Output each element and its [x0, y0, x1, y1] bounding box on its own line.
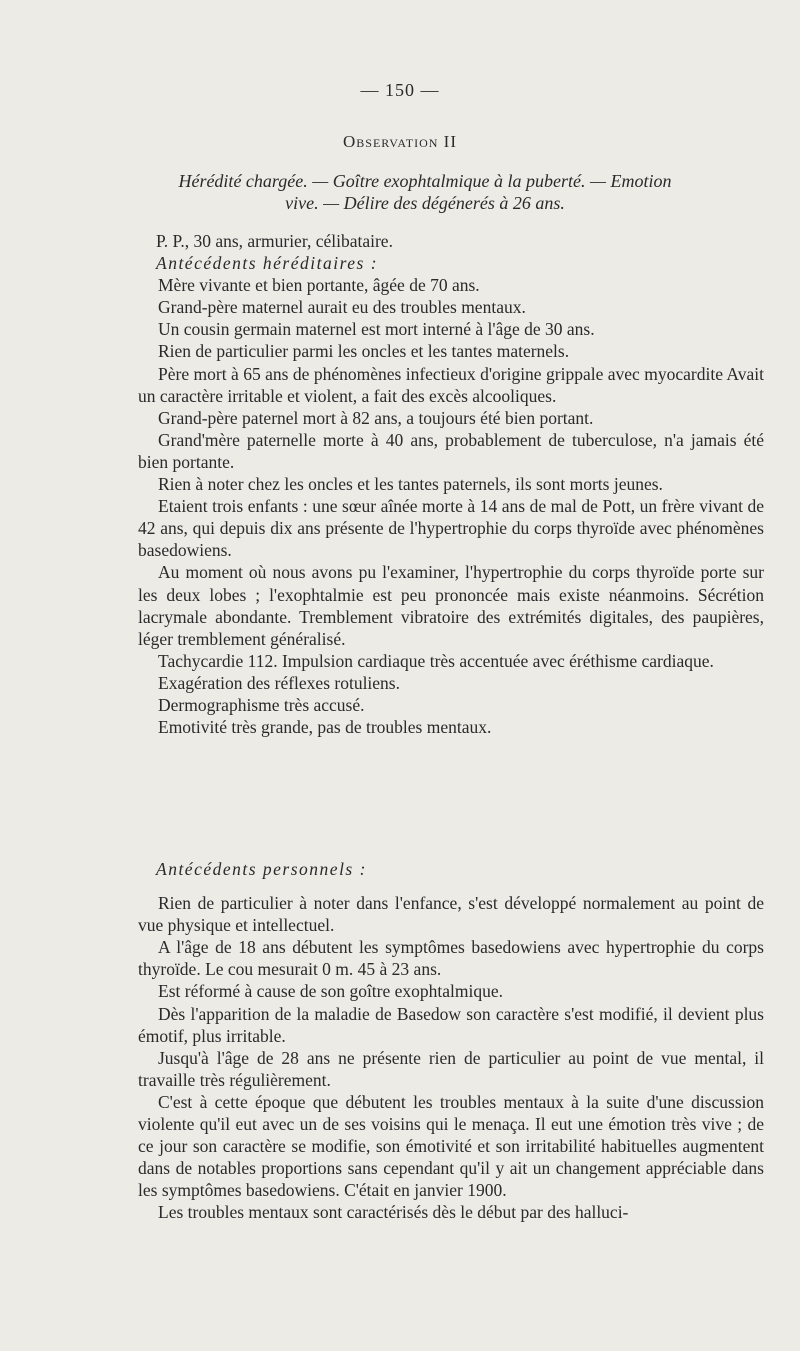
paragraph: Rien à noter chez les oncles et les tantes paternels, ils sont morts jeunes.: [158, 474, 663, 495]
paragraph: Jusqu'à l'âge de 28 ans ne présente rien de particulier au point de vue mental, il travaille très régulièrement.: [138, 1047, 764, 1090]
paragraph: Est réformé à cause de son goître exophtalmique.: [158, 981, 504, 1002]
page-number: — 150 —: [360, 80, 440, 100]
paragraph: Père mort à 65 ans de phénomènes infectieux d'origine grippale avec myocardite Avait un caractère irritable et violent, a fait des excès alcooliques.: [138, 363, 764, 406]
hereditary-section: [138, 230, 764, 738]
patient-intro: P. P., 30 ans, armurier, célibataire.: [156, 231, 393, 251]
paragraph: Rien de particulier à noter dans l'enfance, s'est développé normalement au point de vue physique et intellectuel.: [138, 893, 764, 936]
personal-heading: Antécédents personnels :: [156, 859, 367, 879]
paragraph: Emotivité très grande, pas de troubles mentaux.: [158, 717, 492, 738]
observation-title: Observation II: [342, 132, 457, 151]
observation-subtitle: Hérédité chargée. — Goître exophtalmique à la puberté. — Emotion vive. — Délire des dégénerés à 26 ans.: [178, 171, 672, 213]
paragraph: Rien de particulier parmi les oncles et les tantes maternels.: [158, 341, 570, 362]
paragraph: Tachycardie 112. Impulsion cardiaque très accentuée avec éréthisme cardiaque.: [158, 650, 714, 671]
paragraph: Grand-père paternel mort à 82 ans, a toujours été bien portant.: [158, 407, 594, 428]
paragraph: Mère vivante et bien portante, âgée de 70 ans.: [158, 275, 480, 296]
paragraph: Grand'mère paternelle morte à 40 ans, probablement de tuberculose, n'a jamais été bien portante.: [138, 429, 764, 472]
paragraph: Exagération des réflexes rotuliens.: [158, 672, 400, 693]
paragraph: Grand-père maternel aurait eu des troubles mentaux.: [158, 297, 526, 318]
hereditary-heading: Antécédents héréditaires :: [156, 253, 379, 274]
paragraph: Les troubles mentaux sont caractérisés dès le début par des halluci-: [158, 1202, 629, 1223]
paragraph: C'est à cette époque que débutent les troubles mentaux à la suite d'une discussion violente qu'il eut avec un de ses voisins qui le menaça. Il eut une émotion très vive ; de ce jour son caractère se modifie, son émotivité et son irritabilité habituelles augmentent dans de notables proportions sans cependant qu'il y ait un changement appréciable dans les symptômes basedowiens. C'était en janvier 1900.: [138, 1091, 764, 1201]
paragraph: Au moment où nous avons pu l'examiner, l'hypertrophie du corps thyroïde porte sur les deux lobes ; l'exophtalmie est peu prononcée mais existe néanmoins. Sécrétion lacrymale abondante. Tremblement vibratoire des extrémités digitales, des paupières, léger tremblement généralisé.: [138, 562, 764, 649]
paragraph: Dermographisme très accusé.: [158, 694, 365, 715]
paragraph: Etaient trois enfants : une sœur aînée morte à 14 ans de mal de Pott, un frère vivant de 42 ans, qui depuis dix ans présente de l'hypertrophie du corps thyroïde avec phénomènes basedowiens.: [138, 496, 764, 561]
paragraph: Un cousin germain maternel est mort interné à l'âge de 30 ans.: [158, 319, 595, 340]
personal-section: [138, 858, 764, 1224]
paragraph: A l'âge de 18 ans débutent les symptômes basedowiens avec hypertrophie du corps thyroïde. Le cou mesurait 0 m. 45 à 23 ans.: [138, 937, 764, 980]
paragraph: Dès l'apparition de la maladie de Basedow son caractère s'est modifié, il devient plus émotif, plus irritable.: [138, 1003, 764, 1046]
